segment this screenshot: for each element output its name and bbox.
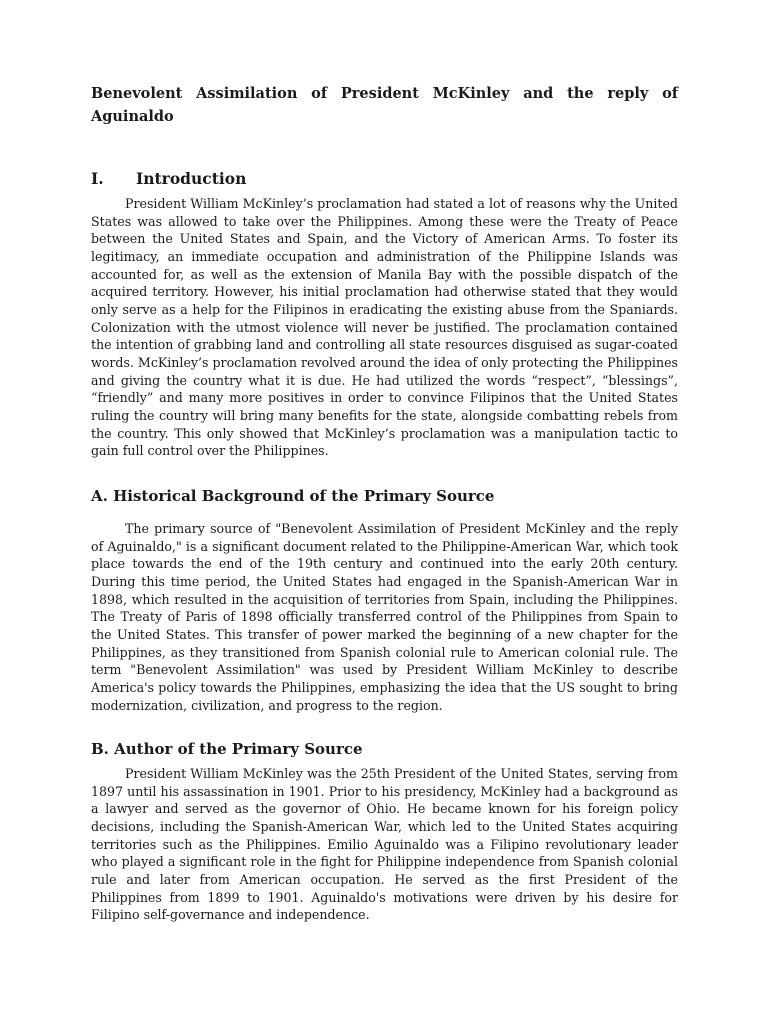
introduction-paragraph: President William McKinley’s proclamation had stated a lot of reasons why the United States was allowed to take over the Philippines. Among these were the Treaty of Peace between the United States and Spain, and the Victory of American Arms. To foster its legitimacy, an immediate occupation and administration of the Philippine Islands was accounted for, as well as the extension of Manila Bay with the possible dispatch of the acquired territory. However, his initial proclamation had otherwise stated that they would only serve as a help for the Filipinos in eradicating the existing abuse from the Spaniards. Colonization with the utmost violence will never be justified. The proclamation contained the intention of grabbing land and controlling all state resources disguised as sugar-coated words. McKinley’s proclamation revolved around the idea of only protecting the Philippines and giving the country what it is due. He had utilized the words “respect”, “blessings”, “friendly” and many more positives in order to convince Filipinos that the United States ruling the country will bring many benefits for the state, alongside combatting rebels from the country. This only showed that McKinley’s proclamation was a manipulation tactic to gain full control over the Philippines. [91,196,678,459]
section-number: I. [91,169,104,188]
introduction-heading [91,169,678,189]
section-title: Introduction [136,169,247,188]
historical-background-heading: A. Historical Background of the Primary Source [91,487,495,505]
historical-background-paragraph: The primary source of "Benevolent Assimilation of President McKinley and the reply of Aguinaldo," is a significant document related to the Philippine-American War, which took place towards the end of the 19th century and continued into the early 20th century. During this time period, the United States had engaged in the Spanish-American War in 1898, which resulted in the acquisition of territories from Spain, including the Philippines. The Treaty of Paris of 1898 officially transferred control of the Philippines from Spain to the United States. This transfer of power marked the beginning of a new chapter for the Philippines, as they transitioned from Spanish colonial rule to American colonial rule. The term "Benevolent Assimilation" was used by President William McKinley to describe America's policy towards the Philippines, emphasizing the idea that the US sought to bring modernization, civilization, and progress to the region. [91,521,678,713]
author-paragraph: President William McKinley was the 25th President of the United States, serving from 1897 until his assassination in 1901. Prior to his presidency, McKinley had a background as a lawyer and served as the governor of Ohio. He became known for his foreign policy decisions, including the Spanish-American War, which led to the United States acquiring territories such as the Philippines. Emilio Aguinaldo was a Filipino revolutionary leader who played a significant role in the fight for Philippine independence from Spanish colonial rule and later from American occupation. He served as the first President of the Philippines from 1899 to 1901. Aguinaldo's motivations were driven by his desire for Filipino self-governance and independence. [91,766,678,923]
author-heading: B. Author of the Primary Source [91,740,363,758]
document-title: Benevolent Assimilation of President McKinley and the reply of Aguinaldo [91,85,678,125]
